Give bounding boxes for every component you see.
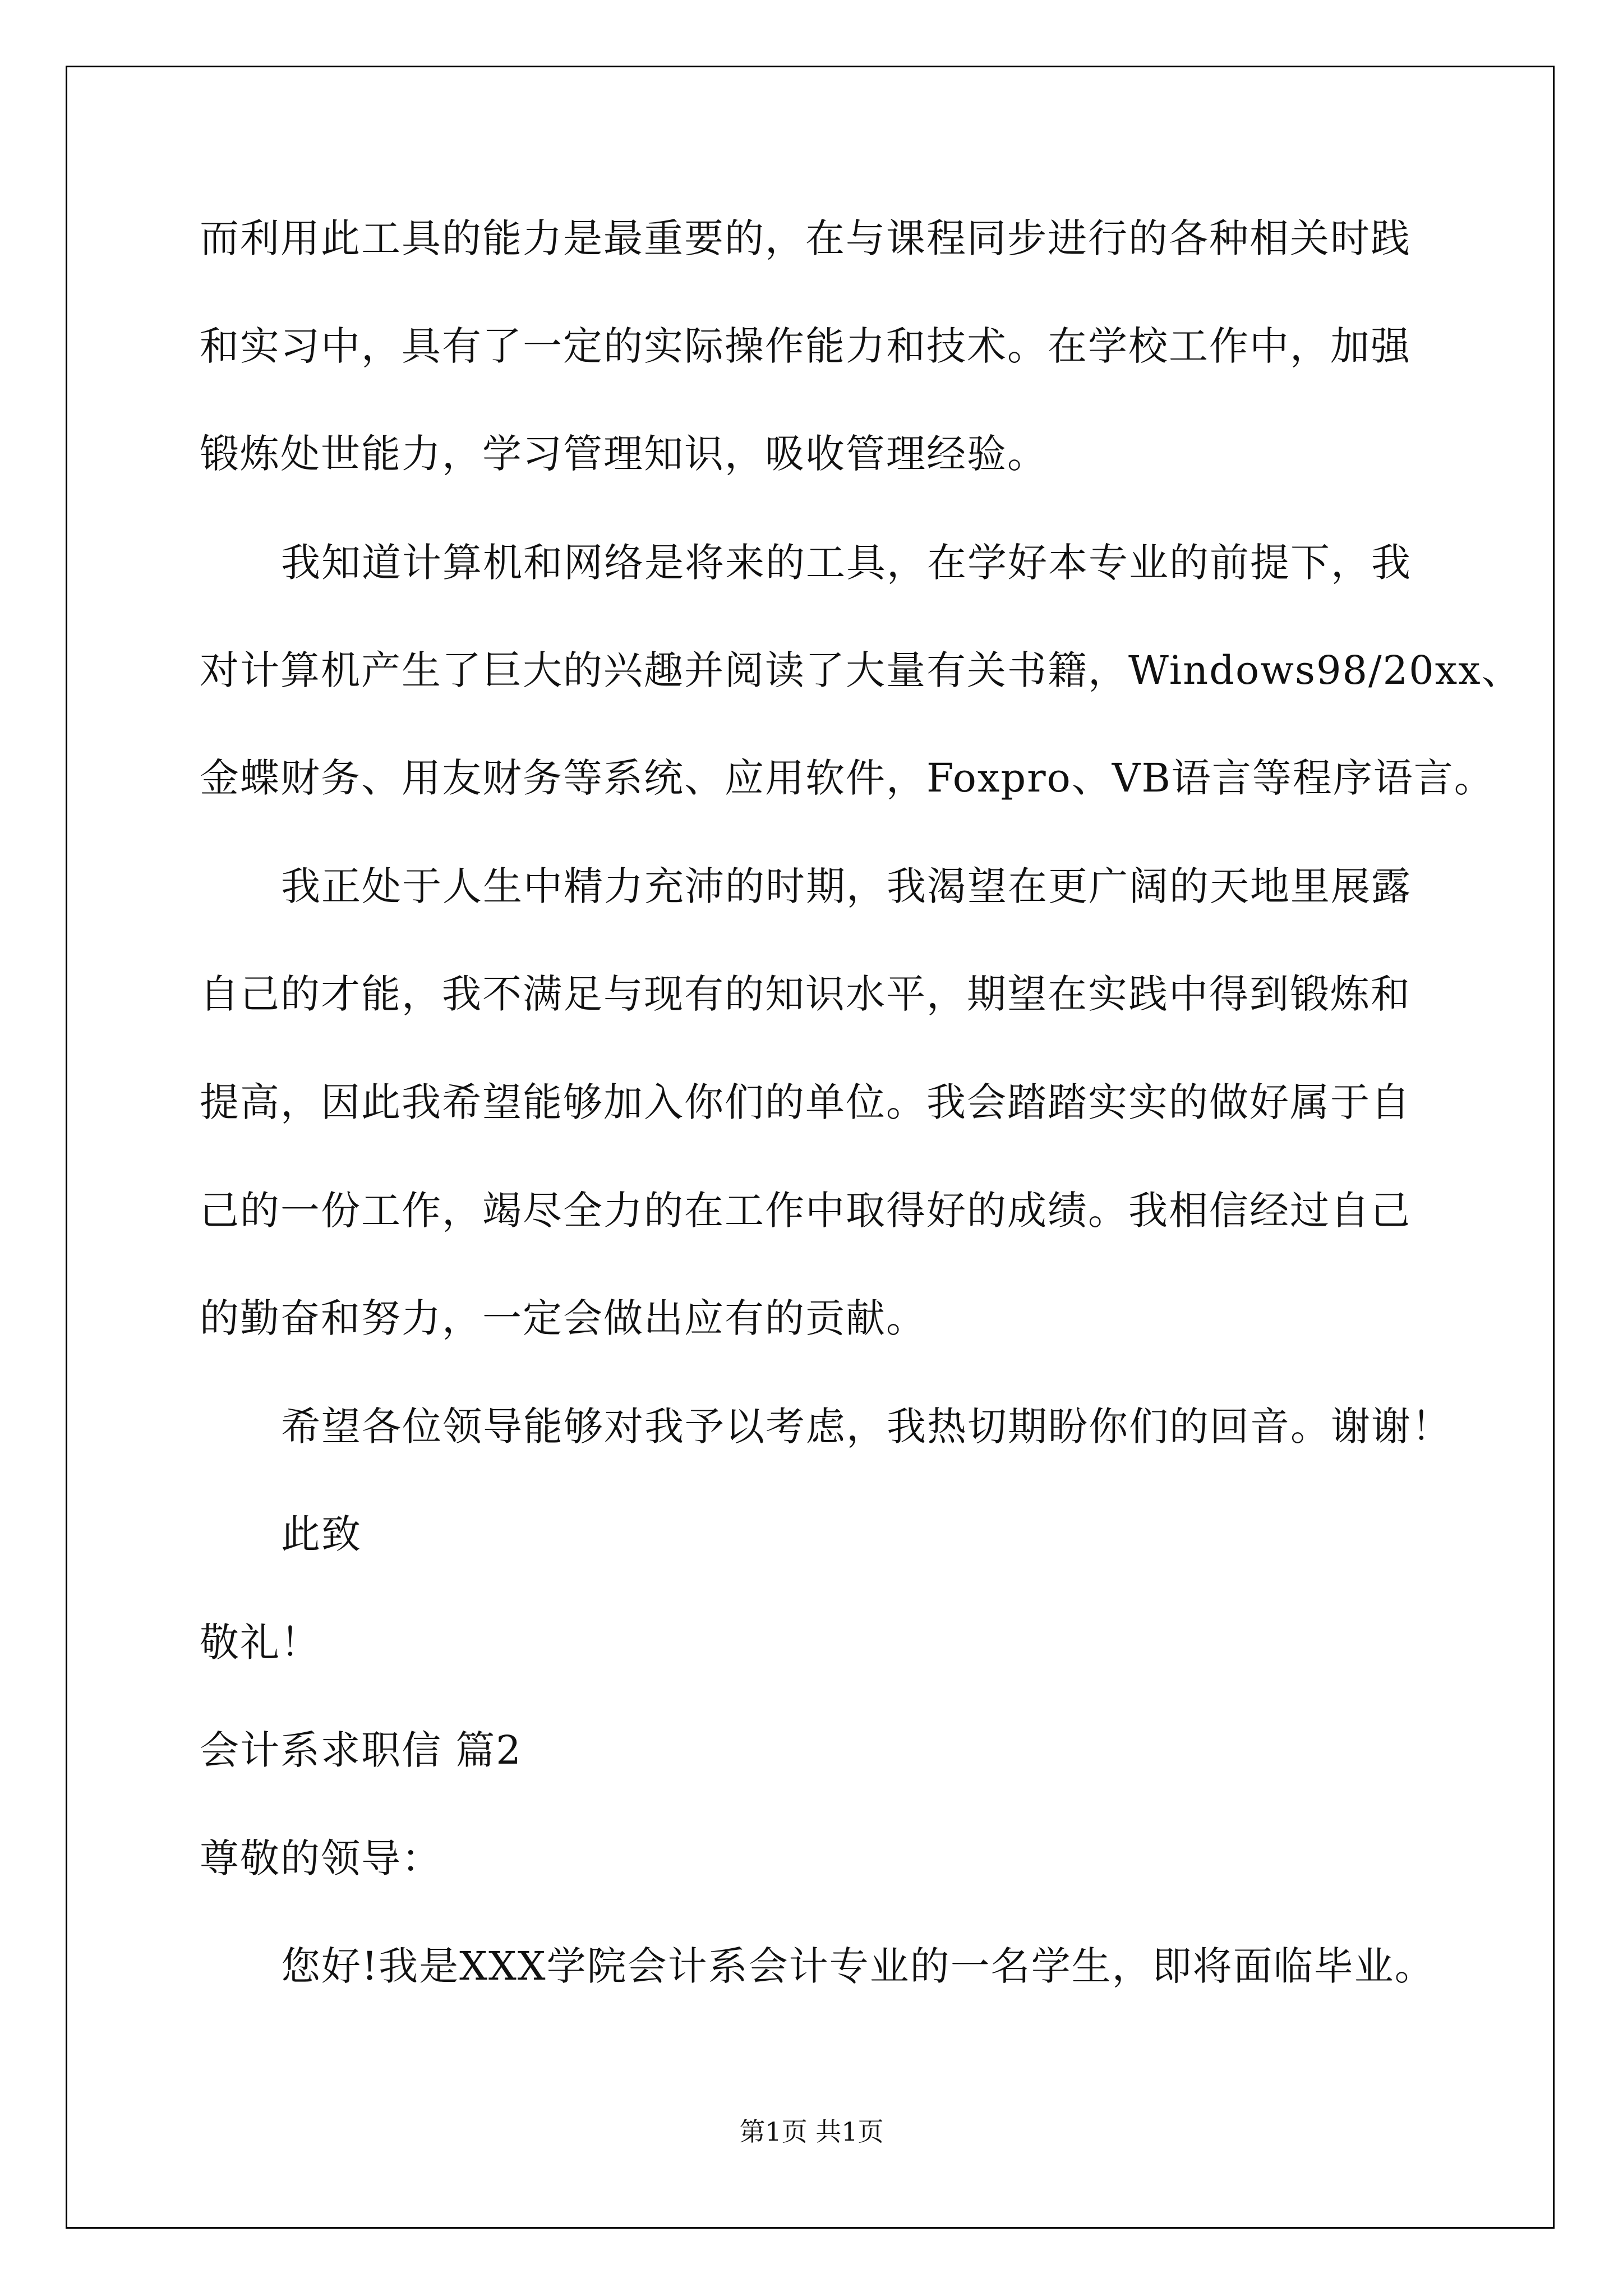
section-title: 会计系求职信 篇2 [200, 1727, 522, 1773]
text-line: 而利用此工具的能力是最重要的，在与课程同步进行的各种相关时践 [200, 215, 1411, 261]
text-line: 己的一份工作，竭尽全力的在工作中取得好的成绩。我相信经过自己 [200, 1188, 1411, 1234]
text-line: 对计算机产生了巨大的兴趣并阅读了大量有关书籍，Windows98/20xx、 [200, 647, 1522, 693]
page-number: 第1页 共1页 [739, 2116, 884, 2147]
page-border [66, 66, 1555, 2229]
text-line: 我正处于人生中精力充沛的时期，我渴望在更广阔的天地里展露 [281, 863, 1412, 909]
text-line: 锻炼处世能力，学习管理知识，吸收管理经验。 [200, 431, 1048, 477]
text-line: 我知道计算机和网络是将来的工具，在学好本专业的前提下，我 [281, 540, 1412, 586]
closing-respect: 敬礼！ [200, 1619, 321, 1665]
text-line: 提高，因此我希望能够加入你们的单位。我会踏踏实实的做好属于自 [200, 1079, 1411, 1125]
text-line: 金蝶财务、用友财务等系统、应用软件，Foxpro、VB语言等程序语言。 [200, 755, 1495, 801]
text-line: 希望各位领导能够对我予以考虑，我热切期盼你们的回音。谢谢！ [281, 1404, 1452, 1450]
text-line: 的勤奋和努力，一定会做出应有的贡献。 [200, 1295, 926, 1341]
text-line: 您好!我是XXX学院会计系会计专业的一名学生，即将面临毕业。 [281, 1943, 1435, 1989]
text-line: 和实习中，具有了一定的实际操作能力和技术。在学校工作中，加强 [200, 323, 1411, 369]
text-line: 自己的才能，我不满足与现有的知识水平，期望在实践中得到锻炼和 [200, 971, 1411, 1017]
greeting: 尊敬的领导： [200, 1835, 442, 1881]
closing-salutation: 此致 [281, 1511, 362, 1557]
